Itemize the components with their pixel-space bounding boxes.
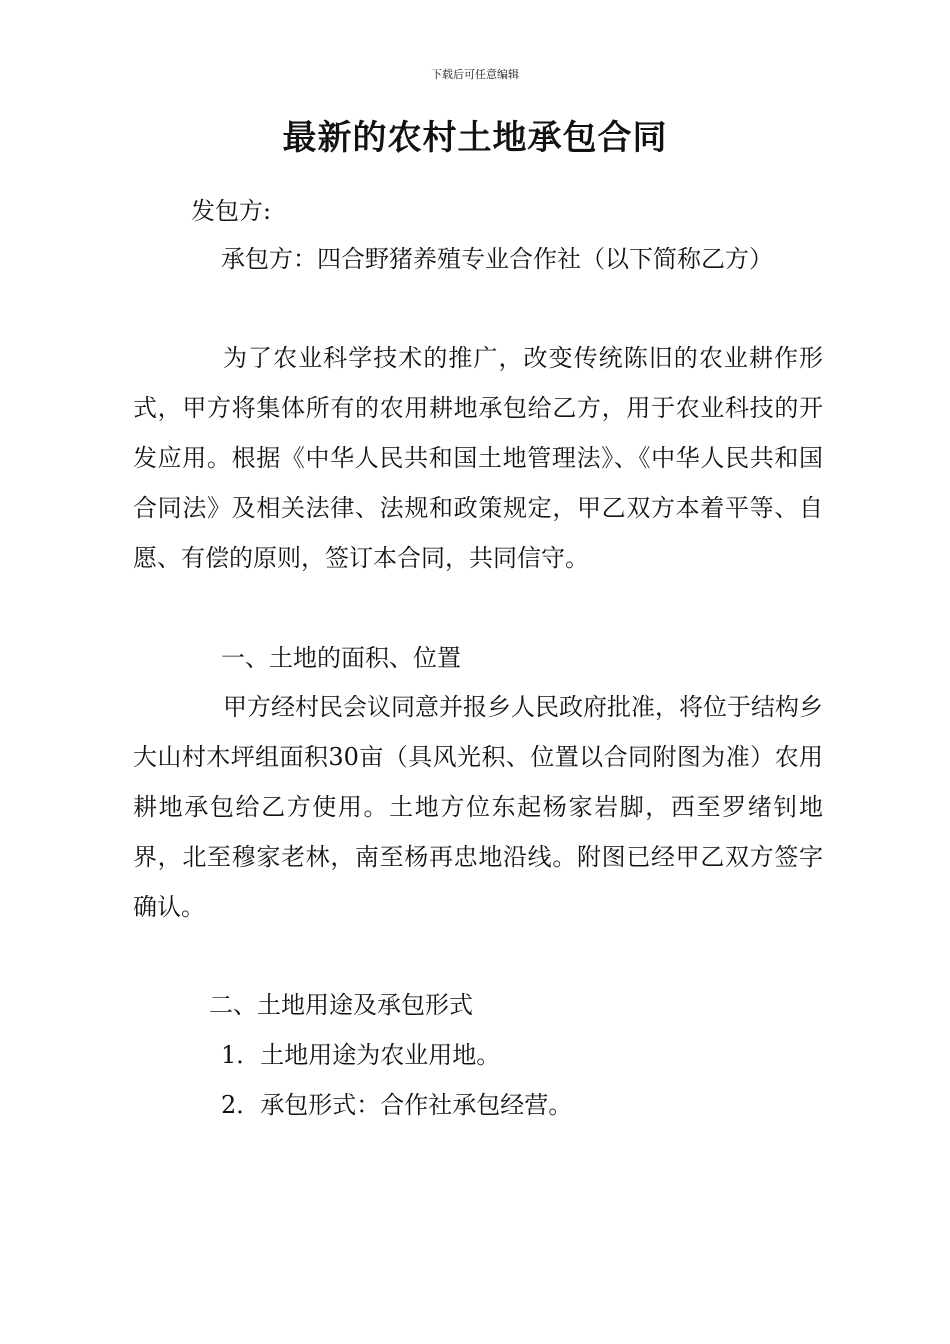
section-2-item-2: 2．承包形式：合作社承包经营。: [221, 1091, 573, 1119]
contractor-line: 承包方：四合野猪养殖专业合作社（以下简称乙方）: [221, 245, 773, 273]
issuer-line: 发包方:: [191, 197, 272, 225]
section-1-heading: 一、土地的面积、位置: [221, 644, 461, 672]
preamble-paragraph: 为了农业科学技术的推广，改变传统陈旧的农业耕作形式，甲方将集体所有的农用耕地承包给乙方，用于农业科技的开发应用。根据《中华人民共和国土地管理法》、《中华人民共和国合同法》及相关法律、法规和政策规定，甲乙双方本着平等、自愿、有偿的原则，签订本合同，共同信守。: [133, 344, 823, 572]
section-2-item-1: 1．土地用途为农业用地。: [221, 1041, 501, 1069]
document-title: 最新的农村土地承包合同: [282, 118, 668, 158]
section-2-heading: 二、土地用途及承包形式: [209, 991, 473, 1019]
section-1-body: 甲方经村民会议同意并报乡人民政府批准，将位于结构乡大山村木坪组面积30亩（具风光积、位置以合同附图为准）农用耕地承包给乙方使用。土地方位东起杨家岩脚，西至罗绪钊地界，北至穆家老林，南至杨再忠地沿线。附图已经甲乙双方签字确认。: [133, 693, 823, 921]
header-note: 下载后可任意编辑: [431, 68, 519, 81]
